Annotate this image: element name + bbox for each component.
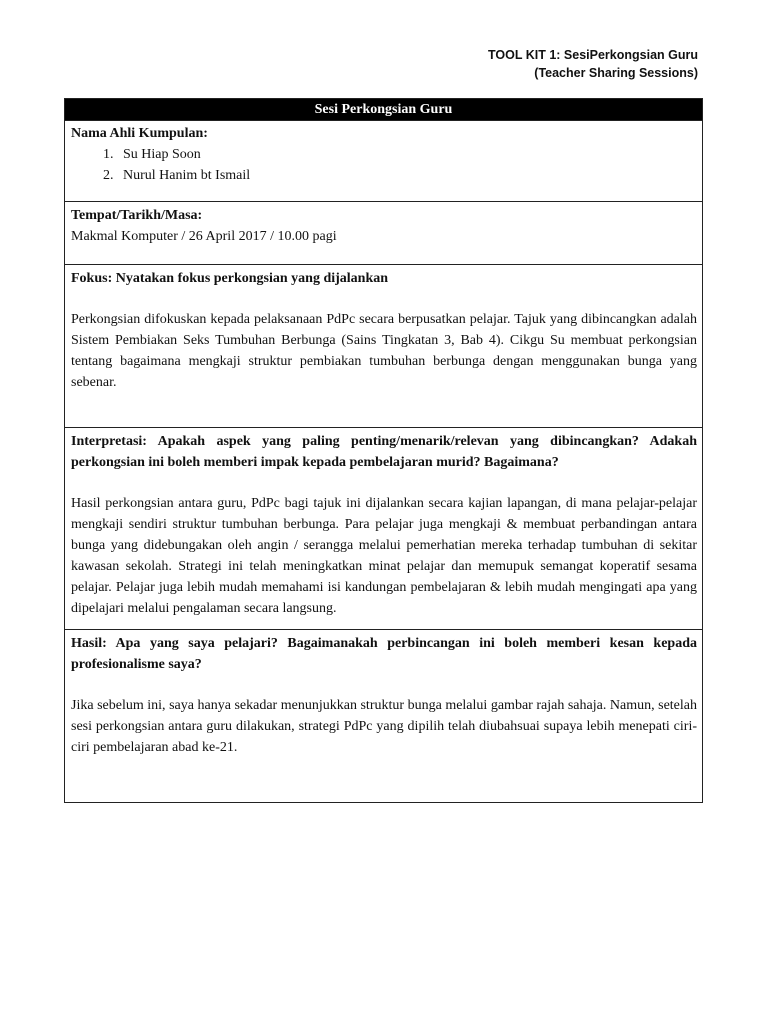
member-item: 2. Nurul Hanim bt Ismail — [117, 165, 697, 186]
toolkit-title: TOOL KIT 1: SesiPerkongsian Guru — [487, 48, 698, 62]
venue-section — [65, 201, 702, 264]
focus-answer: Perkongsian difokuskan kepada pelaksanaan PdPc secara berpusatkan pelajar. Tajuk yang dibincangkan adalah Sistem Pembiakan Seks Tumbuhan Berbunga (Sains Tingkatan 3, Bab 4). Cikgu Su membuat perkongsian tentang bagaimana mengkaji struktur pembiakan tumbuhan berbunga dengan menggunakan bunga yang sebenar. — [71, 312, 697, 390]
result-answer: Jika sebelum ini, saya hanya sekadar menunjukkan struktur bunga melalui gambar rajah sahaja. Namun, setelah sesi perkongsian antara guru dilakukan, strategi PdPc yang dipilih telah diubahsuai supaya lebih menepati ciri-ciri pembelajaran abad ke-21. — [71, 698, 697, 755]
toolkit-subtitle: (Teacher Sharing Sessions) — [534, 66, 698, 80]
toolkit-header — [488, 46, 698, 82]
members-section — [65, 120, 702, 201]
interpretation-section — [65, 427, 702, 629]
focus-question: Fokus: Nyatakan fokus perkongsian yang dijalankan — [71, 271, 389, 286]
interpretation-answer: Hasil perkongsian antara guru, PdPc bagi tajuk ini dijalankan secara kajian lapangan, di mana pelajar-pelajar mengkaji sendiri struktur tumbuhan berbunga. Para pelajar juga mengkaji & membuat perbandingan antara bunga yang didebungakan oleh angin / serangga melalui pemerhatian mereka terhadap tumbuhan di sekitar kawasan sekolah. Strategi ini telah meningkatkan minat pelajar dan memupuk semangat koperatif sesama pelajar. Pelajar juga lebih mudah memahami isi kandungan pembelajaran & lebih mudah mengingati apa yang dipelajari melalui pengalaman secara langsung. — [71, 496, 697, 616]
result-section — [65, 629, 702, 802]
focus-section — [65, 264, 702, 427]
venue-value: Makmal Komputer / 26 April 2017 / 10.00 pagi — [71, 229, 337, 244]
venue-label: Tempat/Tarikh/Masa: — [71, 208, 203, 223]
form-title: Sesi Perkongsian Guru — [65, 99, 702, 120]
interpretation-question: Interpretasi: Apakah aspek yang paling penting/menarik/relevan yang dibincangkan? Adakah perkongsian ini boleh memberi impak kepada pembelajaran murid? Bagaimana? — [71, 434, 697, 470]
members-label: Nama Ahli Kumpulan: — [71, 126, 208, 141]
result-question: Hasil: Apa yang saya pelajari? Bagaimanakah perbincangan ini boleh memberi kesan kepada profesionalisme saya? — [71, 636, 697, 672]
members-list — [71, 144, 697, 186]
member-item: 1. Su Hiap Soon — [117, 144, 697, 165]
sharing-session-form — [64, 98, 703, 803]
